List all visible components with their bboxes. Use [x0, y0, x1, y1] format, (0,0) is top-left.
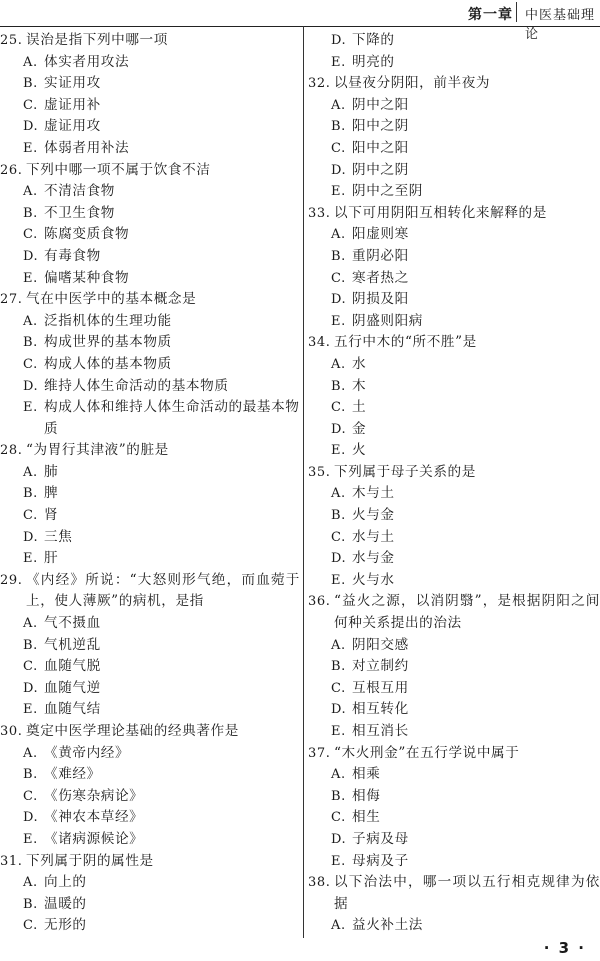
question-stem — [308, 743, 600, 765]
answer-option — [308, 678, 600, 700]
answer-option — [0, 764, 300, 786]
question — [308, 30, 600, 73]
option-list — [0, 52, 300, 160]
question — [0, 30, 300, 160]
option-letter: B. — [23, 205, 38, 221]
answer-option — [0, 613, 300, 635]
question-stem — [308, 203, 600, 225]
question-stem — [0, 721, 300, 743]
option-text: 母病及子 — [352, 852, 409, 869]
option-list — [0, 462, 300, 570]
subject-title: 中医基础理论 — [525, 8, 596, 42]
answer-option — [308, 527, 600, 549]
answer-option — [308, 851, 600, 873]
option-letter: C. — [331, 529, 346, 545]
question-stem — [308, 462, 600, 484]
option-text: 火与水 — [352, 571, 395, 588]
answer-option — [0, 203, 300, 225]
option-text: 阴损及阳 — [352, 291, 409, 308]
option-letter: A. — [23, 54, 38, 70]
option-text: 气机逆乱 — [44, 636, 101, 653]
question — [308, 591, 600, 742]
option-text: 偏嗜某种食物 — [44, 269, 130, 286]
option-text: 阴盛则阳病 — [352, 312, 423, 329]
option-text: 木 — [352, 377, 367, 394]
question-text: 误治是指下列中哪一项 — [26, 32, 168, 48]
answer-option — [308, 354, 600, 376]
option-list — [308, 764, 600, 872]
option-text: 相生 — [352, 809, 381, 826]
answer-option — [308, 548, 600, 570]
answer-option — [308, 268, 600, 290]
option-letter: D. — [331, 33, 347, 48]
answer-option — [0, 483, 300, 505]
question-stem — [308, 332, 600, 354]
option-letter: A. — [331, 486, 346, 502]
answer-option — [308, 635, 600, 657]
question-stem — [0, 440, 300, 462]
option-text: 体弱者用补法 — [44, 139, 130, 156]
option-text: 构成人体和维持人体生命活动的最基本物质 — [44, 399, 300, 437]
question-text: 五行中木的“所不胜”是 — [334, 334, 477, 351]
question-text: 奠定中医学理论基础的经典著作是 — [26, 723, 239, 739]
question-text: 《内经》所说：“大怒则形气绝，而血菀于上，使人薄厥”的病机，是指 — [26, 571, 300, 610]
question-text: 以下治法中，哪一项以五行相克规律为依据 — [334, 874, 600, 912]
answer-option — [308, 419, 600, 441]
option-letter: D. — [23, 378, 39, 394]
answer-option — [0, 181, 300, 203]
option-text: 阳中之阳 — [352, 139, 409, 156]
question-text: “益火之源，以消阴翳”，是根据阴阳之间何种关系提出的治法 — [334, 593, 600, 632]
option-letter: D. — [331, 421, 347, 437]
option-text: 《神农本草经》 — [44, 809, 144, 826]
question — [0, 721, 300, 851]
option-text: 血随气结 — [44, 701, 101, 718]
option-letter: E. — [331, 853, 346, 869]
option-text: 肾 — [44, 507, 59, 524]
option-list — [308, 915, 600, 937]
option-text: 无形的 — [44, 917, 87, 934]
option-text: 相侮 — [352, 787, 381, 804]
answer-option — [0, 699, 300, 721]
answer-option — [308, 376, 600, 398]
option-text: 火 — [352, 442, 367, 459]
question-stem — [0, 160, 300, 182]
question-stem — [308, 591, 600, 634]
answer-option — [308, 721, 600, 743]
answer-option — [0, 829, 300, 851]
answer-option — [0, 548, 300, 570]
answer-option — [308, 656, 600, 678]
question-text: 下列中哪一项不属于饮食不洁 — [26, 161, 211, 178]
question — [0, 570, 300, 721]
header-separator — [516, 2, 517, 22]
option-letter: E. — [331, 54, 346, 70]
option-letter: B. — [331, 659, 346, 675]
answer-option — [0, 678, 300, 700]
option-text: 维持人体生命活动的基本物质 — [44, 377, 229, 394]
option-list — [308, 635, 600, 743]
option-letter: E. — [23, 831, 38, 847]
option-letter: C. — [23, 97, 38, 113]
option-letter: A. — [23, 616, 38, 632]
option-text: 相乘 — [352, 766, 381, 783]
answer-option — [308, 786, 600, 808]
answer-option — [0, 635, 300, 657]
answer-option — [308, 289, 600, 311]
answer-option — [0, 116, 300, 138]
answer-option — [308, 246, 600, 268]
option-letter: B. — [23, 767, 38, 783]
answer-option — [0, 462, 300, 484]
option-letter: C. — [331, 270, 346, 286]
option-letter: A. — [23, 745, 38, 761]
answer-option — [308, 30, 600, 52]
option-letter: E. — [331, 443, 346, 459]
option-letter: C. — [331, 680, 346, 696]
question — [308, 462, 600, 592]
answer-option — [308, 52, 600, 74]
answer-option — [0, 73, 300, 95]
option-letter: B. — [23, 896, 38, 912]
option-text: 明亮的 — [352, 53, 395, 70]
answer-option — [0, 397, 300, 440]
option-letter: B. — [331, 378, 346, 394]
option-text: 寒者热之 — [352, 269, 409, 286]
question — [0, 289, 300, 440]
option-letter: B. — [23, 637, 38, 653]
option-list — [0, 311, 300, 441]
option-letter: C. — [23, 508, 38, 524]
answer-option — [308, 699, 600, 721]
option-list — [0, 613, 300, 721]
answer-option — [0, 894, 300, 916]
option-letter: A. — [331, 97, 346, 113]
question-text: 以昼夜分阴阳，前半夜为 — [334, 75, 491, 92]
option-text: 血随气逆 — [44, 679, 101, 696]
question-number: 35. — [308, 464, 331, 480]
option-letter: A. — [331, 918, 346, 934]
option-text: 泛指机体的生理功能 — [44, 312, 172, 329]
question-stem — [0, 289, 300, 311]
answer-option — [0, 354, 300, 376]
option-letter: C. — [23, 659, 38, 675]
answer-option — [308, 570, 600, 592]
option-letter: E. — [23, 551, 38, 567]
option-text: 子病及母 — [352, 830, 409, 847]
option-letter: B. — [23, 76, 38, 92]
answer-option — [0, 224, 300, 246]
answer-option — [0, 332, 300, 354]
left-column — [0, 30, 300, 937]
answer-option — [0, 52, 300, 74]
question-number: 33. — [308, 205, 331, 221]
option-letter: E. — [23, 400, 38, 416]
question-number: 28. — [0, 443, 23, 459]
question-number: 37. — [308, 745, 331, 761]
option-text: 重阴必阳 — [352, 247, 409, 264]
option-text: 相互转化 — [352, 701, 409, 718]
answer-option — [308, 397, 600, 419]
question — [308, 743, 600, 873]
question-text: 下列属于母子关系的是 — [334, 463, 476, 480]
answer-option — [0, 505, 300, 527]
question-number: 30. — [0, 724, 23, 739]
option-letter: D. — [331, 702, 347, 718]
option-letter: E. — [331, 184, 346, 200]
option-letter: E. — [331, 313, 346, 329]
option-letter: A. — [331, 767, 346, 783]
option-letter: C. — [23, 788, 38, 804]
option-text: 血随气脱 — [44, 658, 101, 675]
option-letter: A. — [331, 637, 346, 653]
option-text: 肝 — [44, 550, 59, 567]
question-text: “为胃行其津液”的脏是 — [26, 442, 169, 459]
question-number: 26. — [0, 162, 23, 178]
option-text: 阳中之阴 — [352, 118, 409, 135]
answer-option — [308, 116, 600, 138]
question-stem — [0, 570, 300, 613]
option-list — [0, 743, 300, 851]
option-letter: A. — [23, 875, 38, 891]
option-text: 温暖的 — [44, 895, 87, 912]
question-number: 31. — [0, 853, 23, 869]
option-text: 相互消长 — [352, 723, 409, 739]
answer-option — [308, 311, 600, 333]
question-number: 32. — [308, 76, 331, 92]
column-divider — [303, 26, 304, 938]
option-list — [308, 30, 600, 73]
option-letter: B. — [23, 486, 38, 502]
question — [308, 73, 600, 203]
answer-option — [308, 440, 600, 462]
question — [0, 440, 300, 570]
question-number: 29. — [0, 572, 23, 588]
question-text: 下列属于阴的属性是 — [26, 852, 154, 869]
option-text: 向上的 — [44, 874, 87, 891]
question — [308, 332, 600, 462]
answer-option — [308, 505, 600, 527]
option-text: 肺 — [44, 463, 59, 480]
answer-option — [308, 95, 600, 117]
option-letter: C. — [23, 918, 38, 934]
option-letter: A. — [331, 227, 346, 243]
option-text: 体实者用攻法 — [44, 53, 130, 70]
option-letter: C. — [23, 227, 38, 243]
option-letter: D. — [331, 551, 347, 567]
option-letter: A. — [23, 184, 38, 200]
answer-option — [0, 807, 300, 829]
option-text: 陈腐变质食物 — [44, 226, 130, 243]
question-stem — [308, 872, 600, 915]
option-text: 《黄帝内经》 — [44, 744, 130, 761]
answer-option — [0, 138, 300, 160]
option-letter: C. — [331, 400, 346, 416]
answer-option — [0, 786, 300, 808]
option-letter: D. — [23, 680, 39, 696]
option-text: 阴中之阴 — [352, 161, 409, 178]
question-number: 38. — [308, 875, 331, 891]
option-text: 水与土 — [352, 528, 395, 545]
answer-option — [308, 483, 600, 505]
option-letter: D. — [331, 292, 347, 308]
question-number: 27. — [0, 292, 23, 308]
option-text: 不卫生食物 — [44, 204, 115, 221]
question — [308, 872, 600, 937]
answer-option — [0, 246, 300, 268]
option-text: 益火补土法 — [352, 917, 423, 934]
answer-option — [308, 224, 600, 246]
question-number: 34. — [308, 335, 331, 351]
option-letter: C. — [331, 810, 346, 826]
option-text: 木与土 — [352, 485, 395, 502]
option-text: 《伤寒杂病论》 — [44, 787, 144, 804]
option-letter: A. — [331, 356, 346, 372]
option-letter: D. — [23, 529, 39, 545]
question — [308, 203, 600, 333]
option-text: 虚证用攻 — [44, 118, 101, 135]
option-list — [308, 224, 600, 332]
option-letter: B. — [331, 248, 346, 264]
question-number: 25. — [0, 33, 23, 48]
option-text: 构成人体的基本物质 — [44, 355, 172, 372]
option-letter: C. — [331, 140, 346, 156]
option-letter: D. — [23, 248, 39, 264]
option-text: 阴中之至阴 — [352, 183, 423, 200]
option-text: 三焦 — [44, 528, 73, 545]
answer-option — [0, 311, 300, 333]
option-text: 《诸病源候论》 — [44, 830, 144, 847]
option-letter: C. — [23, 356, 38, 372]
option-list — [308, 483, 600, 591]
option-letter: D. — [23, 119, 39, 135]
answer-option — [0, 95, 300, 117]
option-text: 土 — [352, 399, 367, 416]
option-text: 下降的 — [352, 32, 395, 48]
answer-option — [0, 376, 300, 398]
option-list — [308, 354, 600, 462]
option-text: 《难经》 — [44, 766, 101, 783]
answer-option — [308, 764, 600, 786]
option-text: 水与金 — [352, 550, 395, 567]
option-text: 有毒食物 — [44, 247, 101, 264]
answer-option — [0, 527, 300, 549]
answer-option — [0, 915, 300, 937]
question — [0, 160, 300, 290]
option-text: 互根互用 — [352, 679, 409, 696]
option-text: 脾 — [44, 485, 59, 502]
page-number: · 3 · — [543, 939, 586, 957]
option-text: 气不摄血 — [44, 615, 101, 632]
option-letter: A. — [23, 313, 38, 329]
option-text: 阴阳交感 — [352, 636, 409, 653]
question-stem — [0, 30, 300, 52]
answer-option — [308, 915, 600, 937]
option-list — [0, 872, 300, 937]
option-text: 火与金 — [352, 507, 395, 524]
option-text: 虚证用补 — [44, 96, 101, 113]
option-letter: E. — [23, 140, 38, 156]
option-list — [0, 181, 300, 289]
option-text: 对立制约 — [352, 658, 409, 675]
option-text: 水 — [352, 355, 367, 372]
option-letter: E. — [331, 572, 346, 588]
answer-option — [308, 138, 600, 160]
right-column — [308, 30, 600, 937]
answer-option — [0, 872, 300, 894]
option-letter: E. — [23, 702, 38, 718]
question-stem — [0, 851, 300, 873]
option-letter: D. — [23, 810, 39, 826]
question-text: 气在中医学中的基本概念是 — [26, 291, 197, 308]
option-letter: B. — [23, 335, 38, 351]
question — [0, 851, 300, 937]
option-text: 金 — [352, 420, 367, 437]
option-letter: D. — [331, 831, 347, 847]
option-letter: B. — [331, 119, 346, 135]
question-text: 以下可用阴阳互相转化来解释的是 — [334, 204, 547, 221]
chapter-title: 第一章 — [468, 7, 513, 23]
question-text: “木火刑金”在五行学说中属于 — [334, 744, 520, 761]
answer-option — [308, 160, 600, 182]
answer-option — [0, 743, 300, 765]
option-text: 阳虚则寒 — [352, 226, 409, 243]
option-letter: A. — [23, 464, 38, 480]
answer-option — [308, 807, 600, 829]
option-letter: B. — [331, 508, 346, 524]
option-letter: E. — [331, 724, 346, 739]
question-number: 36. — [308, 594, 331, 610]
answer-option — [308, 181, 600, 203]
option-letter: E. — [23, 270, 38, 286]
answer-option — [308, 829, 600, 851]
option-text: 构成世界的基本物质 — [44, 334, 172, 351]
option-letter: B. — [331, 788, 346, 804]
option-list — [308, 95, 600, 203]
option-text: 不清洁食物 — [44, 183, 115, 200]
option-text: 实证用攻 — [44, 75, 101, 92]
question-stem — [308, 73, 600, 95]
answer-option — [0, 656, 300, 678]
answer-option — [0, 268, 300, 290]
option-letter: D. — [331, 162, 347, 178]
option-text: 阴中之阳 — [352, 96, 409, 113]
